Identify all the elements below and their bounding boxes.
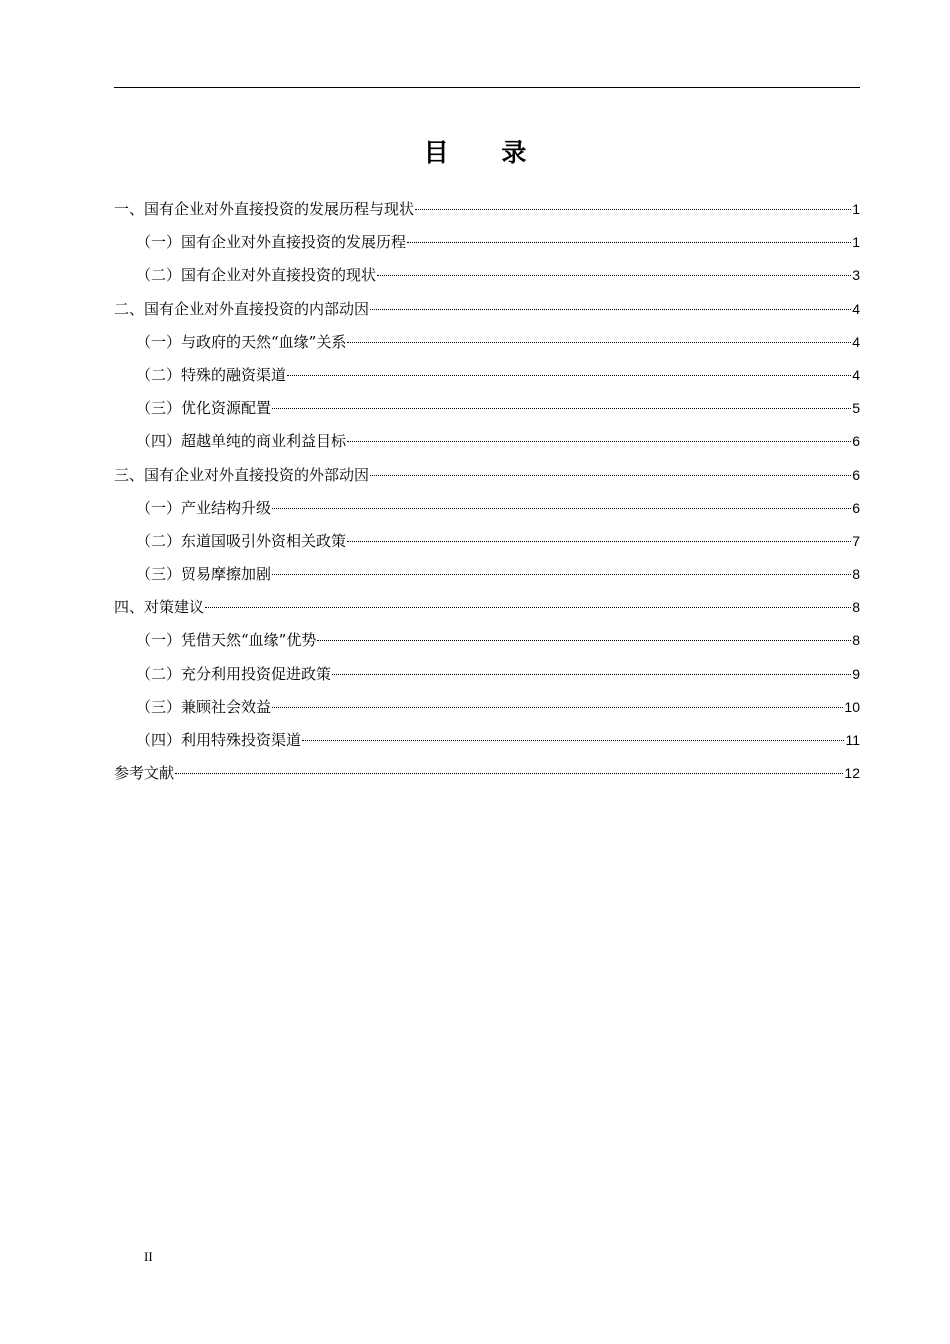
dot-leader — [407, 242, 851, 243]
dot-leader — [347, 541, 851, 542]
dot-leader — [347, 342, 851, 343]
toc-entry-page: 11 — [845, 732, 860, 748]
toc-entry[interactable] — [114, 658, 860, 691]
toc-entry-page: 6 — [852, 466, 860, 483]
toc-entry-label: （四）超越单纯的商业利益目标 — [136, 432, 347, 451]
toc-entry-label: （一）与政府的天然“血缘”关系 — [136, 332, 347, 351]
toc-entry[interactable] — [114, 193, 860, 226]
toc-entry[interactable] — [114, 757, 860, 790]
dot-leader — [415, 209, 851, 210]
toc-entry[interactable] — [114, 359, 860, 392]
toc-entry-page: 3 — [852, 267, 860, 284]
toc-entry[interactable] — [114, 392, 860, 425]
toc-entry-label: （三）兼顾社会效益 — [136, 697, 272, 716]
dot-leader — [272, 508, 851, 509]
toc-entry-page: 1 — [852, 234, 860, 251]
toc-entry-label: （二）充分利用投资促进政策 — [136, 664, 332, 683]
toc-entry[interactable] — [114, 724, 860, 757]
toc-entry-page: 8 — [852, 566, 860, 583]
toc-entry-label: （二）特殊的融资渠道 — [136, 365, 287, 384]
dot-leader — [377, 275, 851, 276]
dot-leader — [370, 475, 851, 476]
dot-leader — [205, 607, 851, 608]
toc-entry-label: 一、国有企业对外直接投资的发展历程与现状 — [114, 200, 415, 218]
toc-entry-label: （三）优化资源配置 — [136, 399, 272, 418]
toc-entry-page: 9 — [852, 665, 860, 682]
toc-entry-page: 4 — [852, 366, 860, 383]
toc-entry-page: 4 — [852, 333, 860, 350]
toc-entry[interactable] — [114, 558, 860, 591]
dot-leader — [272, 574, 851, 575]
toc-entry-page: 12 — [844, 765, 860, 782]
toc-entry[interactable] — [114, 293, 860, 326]
dot-leader — [317, 640, 851, 641]
toc-entry-page: 10 — [844, 698, 860, 715]
toc-entry-label: （一）凭借天然“血缘”优势 — [136, 631, 317, 650]
toc-entry-label: 四、对策建议 — [114, 598, 205, 617]
toc-entry[interactable] — [114, 459, 860, 492]
toc-entry[interactable] — [114, 226, 860, 259]
toc-entry-label: （一）国有企业对外直接投资的发展历程 — [136, 233, 407, 252]
dot-leader — [332, 674, 851, 675]
dot-leader — [347, 441, 851, 442]
dot-leader — [302, 740, 844, 741]
dot-leader — [272, 408, 851, 409]
toc-entry[interactable] — [114, 691, 860, 724]
dot-leader — [287, 375, 851, 376]
toc-entry-page: 8 — [852, 599, 860, 616]
toc-entry[interactable] — [114, 259, 860, 292]
toc-entry-label: （二）东道国吸引外资相关政策 — [136, 531, 347, 550]
toc-entry-page: 7 — [852, 532, 860, 549]
toc-entry-label: 二、国有企业对外直接投资的内部动因 — [114, 299, 370, 318]
toc-entry-label: （一）产业结构升级 — [136, 498, 272, 517]
toc-title: 目 录 — [423, 138, 549, 167]
toc-entry-page: 6 — [852, 433, 860, 450]
toc-entry-label: 参考文献 — [114, 764, 175, 783]
toc-entry[interactable] — [114, 591, 860, 624]
toc-list — [114, 193, 860, 790]
toc-entry-page: 8 — [852, 632, 860, 649]
toc-entry[interactable] — [114, 326, 860, 359]
toc-entry-page: 1 — [852, 201, 860, 217]
toc-entry[interactable] — [114, 492, 860, 525]
toc-entry-label: （四）利用特殊投资渠道 — [136, 731, 302, 749]
toc-entry-label: （三）贸易摩擦加剧 — [136, 565, 272, 584]
toc-entry-page: 5 — [852, 400, 860, 417]
toc-entry-page: 4 — [852, 300, 860, 317]
toc-entry-label: （二）国有企业对外直接投资的现状 — [136, 266, 377, 285]
toc-entry-page: 6 — [852, 499, 860, 516]
toc-entry[interactable] — [114, 425, 860, 458]
header-rule — [114, 87, 860, 88]
footer-page-number: II — [144, 1249, 153, 1264]
dot-leader — [272, 707, 843, 708]
toc-entry[interactable] — [114, 624, 860, 657]
toc-entry-label: 三、国有企业对外直接投资的外部动因 — [114, 465, 370, 484]
dot-leader — [175, 773, 843, 774]
toc-entry[interactable] — [114, 525, 860, 558]
dot-leader — [370, 309, 851, 310]
